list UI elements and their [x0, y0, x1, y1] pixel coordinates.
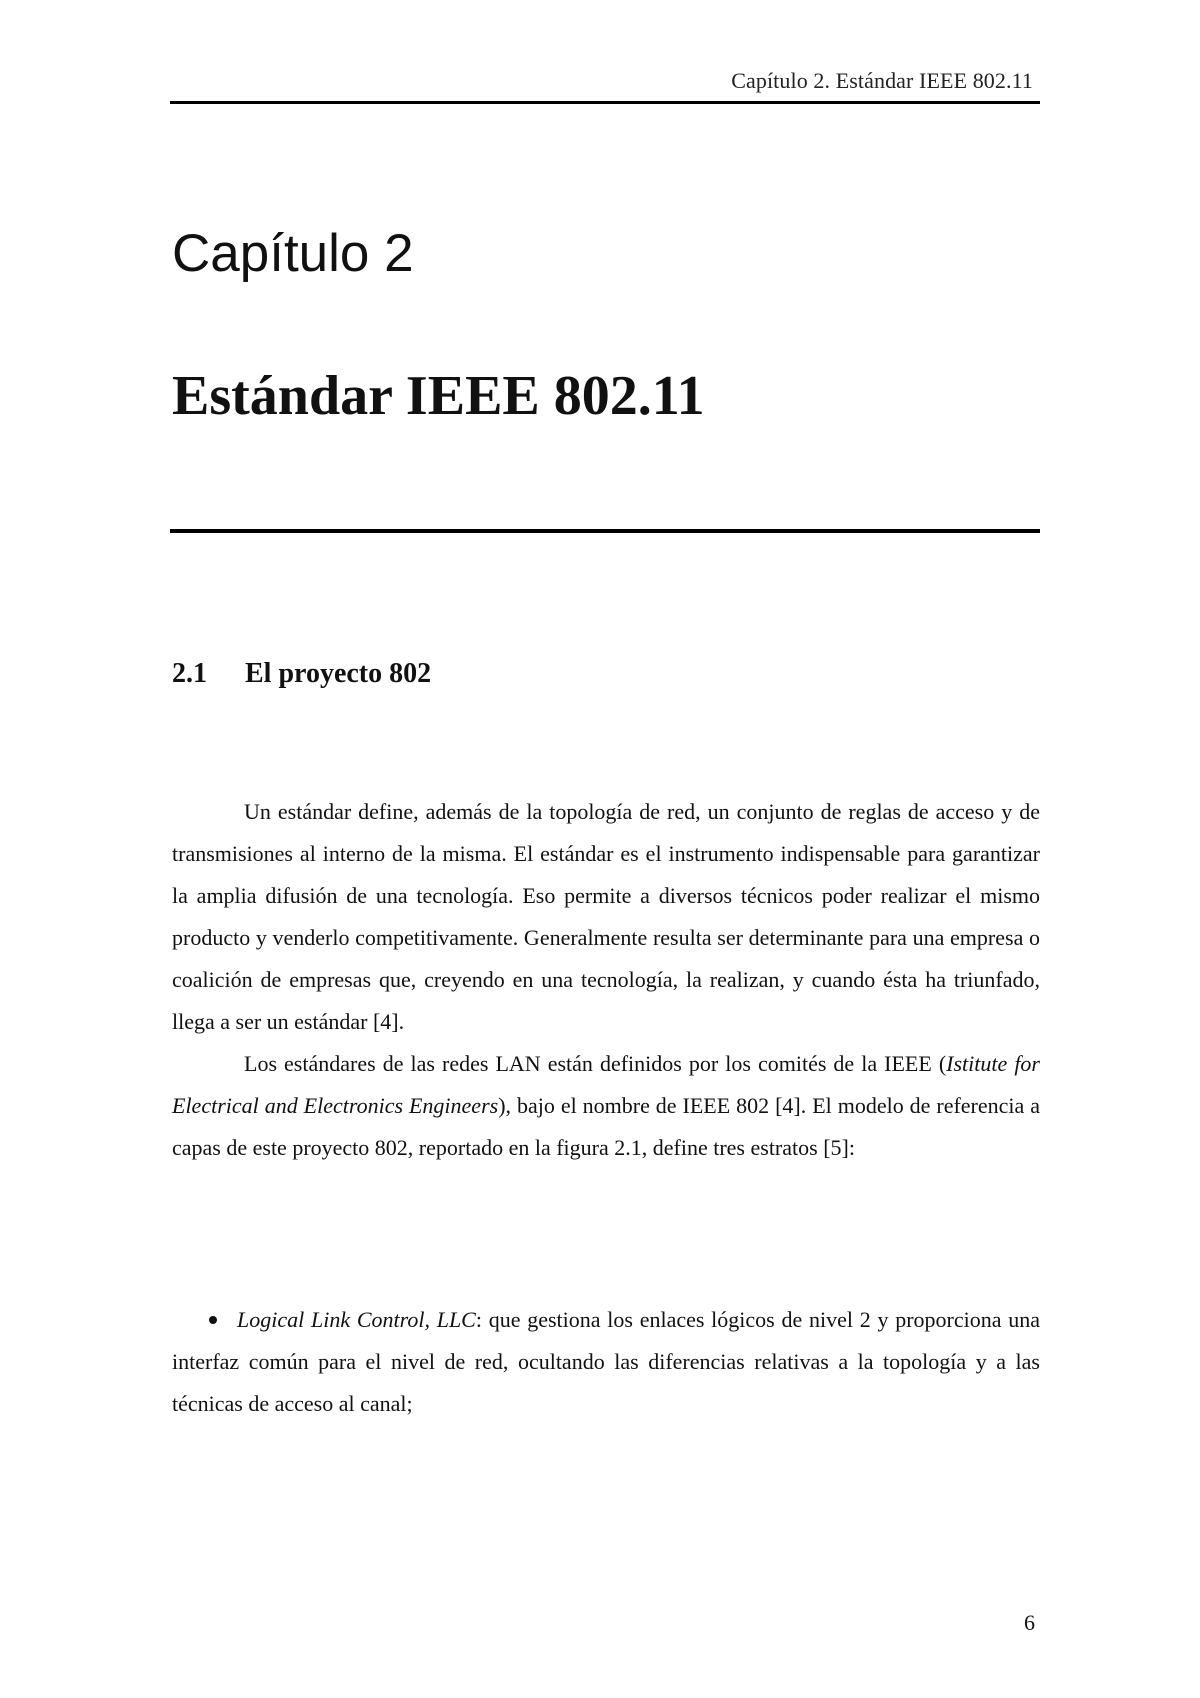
italic-term: Istitute for Electrical and Electronics Engineers	[172, 1051, 1040, 1118]
chapter-title: Estándar IEEE 802.11	[172, 365, 705, 427]
paragraph	[172, 1043, 1040, 1169]
header-rule	[170, 101, 1040, 104]
bullet-term: Logical Link Control, LLC	[237, 1307, 476, 1332]
paragraph: Un estándar define, además de la topología de red, un conjunto de reglas de acceso y de transmisiones al interno de la misma. El estándar es el instrumento indispensable para garantizar la amplia difusión de una tecnología. Eso permite a diversos técnicos poder realizar el mismo producto y venderlo competitivamente. Generalmente resulta ser determinante para una empresa o coalición de empresas que, creyendo en una tecnología, la realizan, y cuando ésta ha triunfado, llega a ser un estándar [4].	[172, 799, 1040, 1034]
paragraph-text: Los estándares de las redes LAN están definidos por los comités de la IEEE (	[244, 1051, 947, 1076]
section-heading	[172, 658, 431, 690]
page-number: 6	[1024, 1610, 1035, 1635]
bullet-text: : que gestiona los enlaces lógicos de nivel 2 y proporciona una interfaz común para el nivel de red, ocultando las diferencias relativas a la topología y a las técnicas de acceso al canal;	[172, 1307, 1040, 1416]
running-header: Capítulo 2. Estándar IEEE 802.11	[731, 68, 1033, 93]
paragraph-text: ), bajo el nombre de IEEE 802 [4]. El modelo de referencia a capas de este proyecto 802, reportado en la figura 2.1, define tres estratos [5]:	[172, 1093, 1041, 1160]
chapter-rule	[170, 529, 1040, 533]
section-number: 2.1	[172, 658, 207, 689]
body-text	[172, 791, 1040, 1169]
section-title: El proyecto 802	[245, 658, 432, 689]
bullet-item	[172, 1299, 1040, 1425]
chapter-label: Capítulo 2	[172, 224, 414, 283]
bullet-icon	[209, 1316, 217, 1324]
